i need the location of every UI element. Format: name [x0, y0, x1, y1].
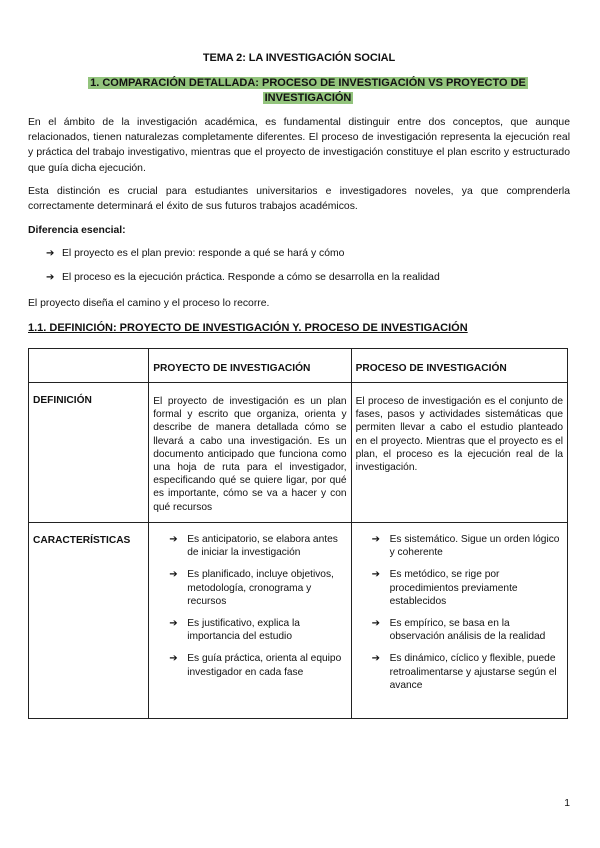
arrow-bullet-icon: ➔	[46, 248, 55, 259]
difference-list	[28, 247, 570, 295]
definition-project: El proyecto de investigación es un plan formal y escrito que organiza, orienta y describe de manera detallada cómo se llevará a cabo una investigación. Es un documento anticipado que funciona como una hoja de ruta para el investigador, especificando qué se quiere ligar, por qué es importante, cómo se va a hacer y con qué recursos	[149, 383, 351, 523]
list-item-text: Es anticipatorio, se elabora antes de iniciar la investigación	[187, 534, 338, 559]
characteristics-process-list	[352, 523, 567, 692]
list-item	[352, 568, 561, 608]
characteristics-project-cell	[149, 523, 351, 719]
list-item	[352, 533, 561, 559]
arrow-bullet-icon: ➔	[169, 618, 178, 630]
arrow-bullet-icon: ➔	[371, 618, 380, 630]
list-item	[149, 617, 344, 643]
arrow-bullet-icon: ➔	[371, 569, 380, 581]
section-heading-highlight: 1. COMPARACIÓN DETALLADA: PROCESO DE INVESTIGACIÓN VS PROYECTO DE INVESTIGACIÓN	[90, 77, 526, 104]
list-item	[149, 652, 344, 678]
arrow-bullet-icon: ➔	[169, 569, 178, 581]
header-process: PROCESO DE INVESTIGACIÓN	[351, 349, 567, 383]
distinction-paragraph: Esta distinción es crucial para estudiantes universitarios e investigadores noveles, ya que comprenderla correctamente determinará el éxito de sus futuros trabajos académicos.	[28, 186, 570, 213]
list-item-text: Es sistemático. Sigue un orden lógico y coherente	[389, 534, 560, 559]
characteristics-project-list	[149, 523, 350, 679]
intro-paragraph: En el ámbito de la investigación académica, es fundamental distinguir entre dos conceptos, que aunque relacionados, tienen naturalezas completamente diferentes. El proceso de investigación representa la ejecución real y práctica del trabajo investigativo, mientras que el proyecto de investigación constituye el plan escrito y estructurado que guía dicha ejecución.	[28, 117, 570, 174]
list-item	[28, 247, 570, 271]
list-item	[352, 617, 561, 643]
table-row	[29, 523, 568, 719]
table-row	[29, 383, 568, 523]
arrow-bullet-icon: ➔	[46, 272, 55, 283]
list-item-text: Es empírico, se basa en la observación análisis de la realidad	[389, 618, 546, 643]
document-title: TEMA 2: LA INVESTIGACIÓN SOCIAL	[202, 52, 396, 64]
list-item-text: Es justificativo, explica la importancia del estudio	[187, 618, 300, 643]
comparison-table	[28, 348, 568, 719]
characteristics-process-cell	[351, 523, 567, 719]
arrow-bullet-icon: ➔	[169, 653, 178, 665]
bullet-text: El proyecto es el plan previo: responde a qué se hará y cómo	[62, 248, 345, 259]
list-item	[149, 568, 344, 608]
arrow-bullet-icon: ➔	[371, 653, 380, 665]
table-header-row	[29, 349, 568, 383]
page-number: 1	[564, 798, 570, 809]
header-project: PROYECTO DE INVESTIGACIÓN	[149, 349, 351, 383]
section-heading	[68, 76, 548, 106]
list-item-text: Es guía práctica, orienta al equipo investigador en cada fase	[187, 653, 342, 678]
table-corner-cell	[29, 349, 149, 383]
list-item	[149, 533, 344, 559]
arrow-bullet-icon: ➔	[169, 534, 178, 545]
definition-process: El proceso de investigación es el conjunto de fases, pasos y actividades sistemáticas que permiten llevar a cabo el estudio planteado en el proyecto. Mientras que el proyecto es el plan, el proceso es la ejecución real de la investigación.	[351, 383, 567, 523]
characteristics-label: CARACTERÍSTICAS	[29, 523, 149, 719]
list-item-text: Es planificado, incluye objetivos, metodología, cronograma y recursos	[187, 569, 334, 607]
closing-sentence: El proyecto diseña el camino y el proceso lo recorre.	[28, 298, 270, 309]
list-item	[352, 652, 561, 692]
arrow-bullet-icon: ➔	[371, 534, 380, 545]
list-item	[28, 271, 570, 295]
bullet-text: El proceso es la ejecución práctica. Responde a cómo se desarrolla en la realidad	[62, 272, 440, 283]
list-item-text: Es dinámico, cíclico y flexible, puede retroalimentarse y ajustarse según el avance	[389, 653, 557, 691]
definition-label: DEFINICIÓN	[29, 383, 149, 523]
subsection-heading: 1.1. DEFINICIÓN: PROYECTO DE INVESTIGACIÓN Y. PROCESO DE INVESTIGACIÓN	[28, 322, 468, 334]
difference-label: Diferencia esencial:	[28, 225, 126, 236]
list-item-text: Es metódico, se rige por procedimientos previamente establecidos	[389, 569, 518, 607]
